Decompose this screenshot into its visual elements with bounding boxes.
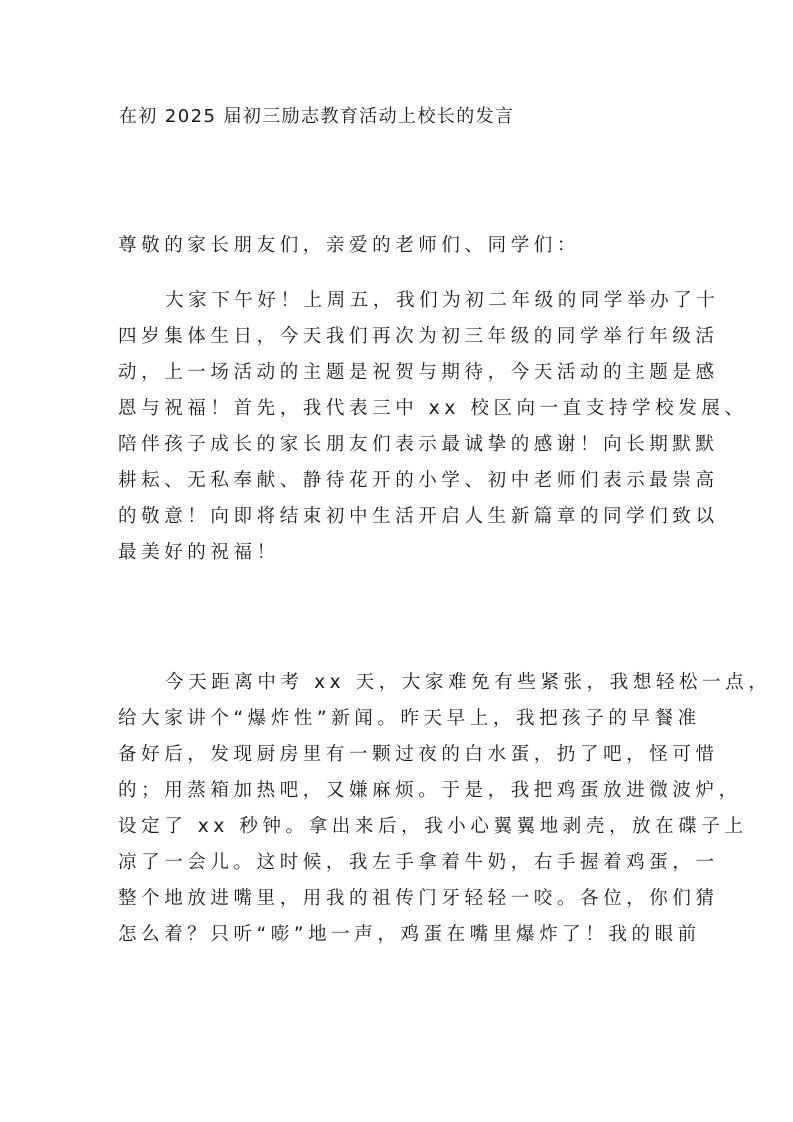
paragraph-line: 的敬意！向即将结束初中生活开启人生新篇章的同学们致以 [118, 506, 719, 527]
paragraph-line: 大家下午好！上周五，我们为初二年级的同学举办了十 [165, 290, 720, 311]
paragraph-line: 陪伴孩子成长的家长朋友们表示最诚挚的感谢！向长期默默 [118, 434, 719, 455]
paragraph-line: 恩与祝福！首先，我代表三中 xx 校区向一直支持学校发展、 [118, 398, 748, 419]
paragraph-line: 给大家讲个“爆炸性”新闻。昨天早上，我把孩子的早餐准 [118, 708, 701, 729]
paragraph-line: 动，上一场活动的主题是祝贺与期待，今天活动的主题是感 [118, 362, 719, 383]
paragraph-line: 最美好的祝福！ [118, 542, 280, 563]
paragraph-line: 今天距离中考 xx 天，大家难免有些紧张，我想轻松一点， [165, 672, 772, 693]
salutation [118, 228, 680, 264]
paragraph-line: 怎么着？只听“嘭”地一声，鸡蛋在嘴里爆炸了！我的眼前 [118, 924, 701, 945]
paragraph-line: 整个地放进嘴里，用我的祖传门牙轻轻一咬。各位，你们猜 [118, 888, 719, 909]
document-title: 在初 2025 届初三励志教育活动上校长的发言 [119, 106, 515, 127]
paragraph-line: 备好后，发现厨房里有一颗过夜的白水蛋，扔了吧，怪可惜 [118, 744, 719, 765]
paragraph-line: 四岁集体生日，今天我们再次为初三年级的同学举行年级活 [118, 326, 719, 347]
salutation-text: 尊敬的家长朋友们，亲爱的老师们、同学们： [118, 235, 581, 256]
paragraph-line: 设定了 xx 秒钟。拿出来后，我小心翼翼地剥壳，放在碟子上 [118, 816, 748, 837]
paragraph-line: 的；用蒸箱加热吧，又嫌麻烦。于是，我把鸡蛋放进微波炉， [118, 780, 742, 801]
paragraph-line: 凉了一会儿。这时候，我左手拿着牛奶，右手握着鸡蛋，一 [118, 852, 719, 873]
paragraph-line: 耕耘、无私奉献、静待花开的小学、初中老师们表示最崇高 [118, 470, 719, 491]
paragraph-1 [118, 283, 748, 571]
paragraph-2 [118, 665, 772, 953]
